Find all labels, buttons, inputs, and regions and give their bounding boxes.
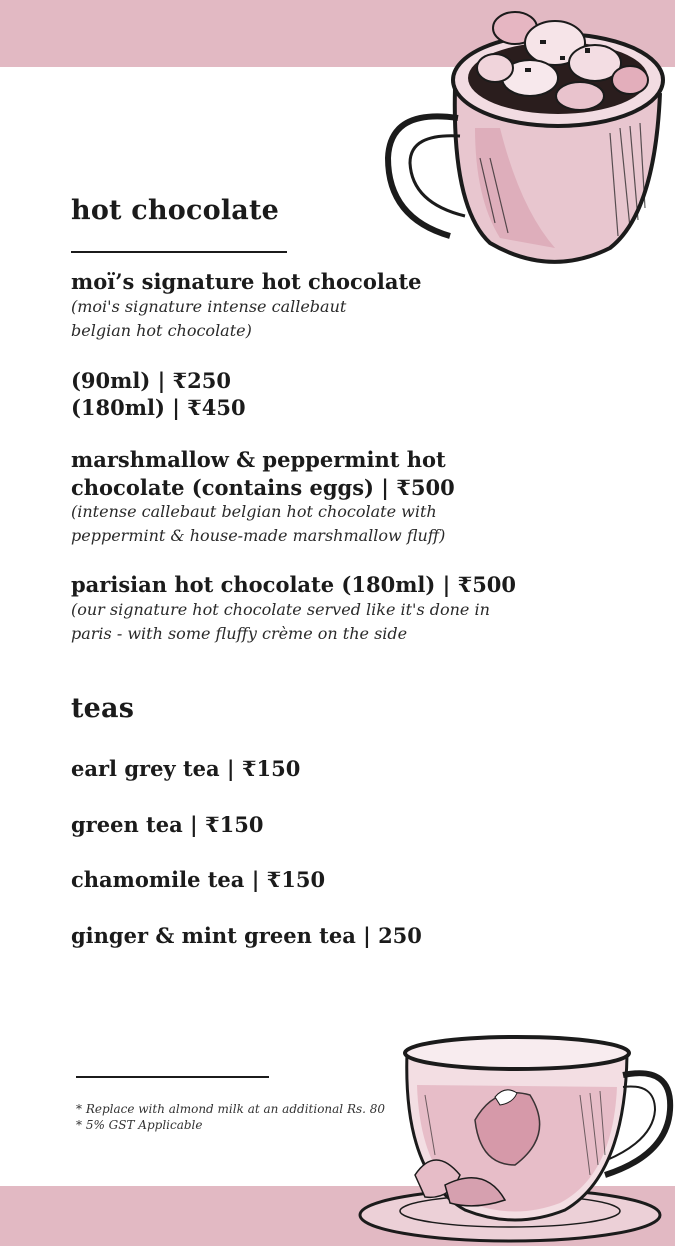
- footnotes: [76, 1101, 385, 1133]
- section-divider: [71, 251, 287, 253]
- menu-item-title: marshmallow & peppermint hot: [71, 447, 446, 472]
- menu-item-description: (our signature hot chocolate served like it's done in: [71, 600, 490, 619]
- footnote-divider: [76, 1076, 269, 1078]
- tea-item: chamomile tea | ₹150: [71, 867, 326, 892]
- tea-cup-illustration: [355, 1025, 675, 1246]
- menu-item-title: parisian hot chocolate (180ml) | ₹500: [71, 572, 517, 597]
- menu-item-title: chocolate (contains eggs) | ₹500: [71, 475, 455, 500]
- hot-chocolate-mug-illustration: [380, 8, 670, 278]
- menu-item-description: paris - with some fluffy crème on the side: [71, 624, 408, 643]
- section-heading-teas: teas: [71, 693, 135, 724]
- footnote: * 5% GST Applicable: [76, 1118, 203, 1132]
- tea-item: green tea | ₹150: [71, 812, 264, 837]
- footnote: * Replace with almond milk at an additional Rs. 80: [76, 1102, 386, 1116]
- section-heading-hot-chocolate: hot chocolate: [71, 195, 280, 226]
- menu-item-description: (intense callebaut belgian hot chocolate with: [71, 502, 437, 521]
- menu-item-title: moï’s signature hot chocolate: [71, 269, 422, 294]
- menu-item-price: (180ml) | ₹450: [71, 395, 246, 420]
- menu-item-price: (90ml) | ₹250: [71, 368, 232, 393]
- menu-item-description: belgian hot chocolate): [71, 321, 252, 340]
- tea-item: earl grey tea | ₹150: [71, 756, 301, 781]
- tea-item: ginger & mint green tea | 250: [71, 923, 422, 948]
- menu-item-description: peppermint & house-made marshmallow fluff): [71, 526, 446, 545]
- menu-item-description: (moi's signature intense callebaut: [71, 297, 347, 316]
